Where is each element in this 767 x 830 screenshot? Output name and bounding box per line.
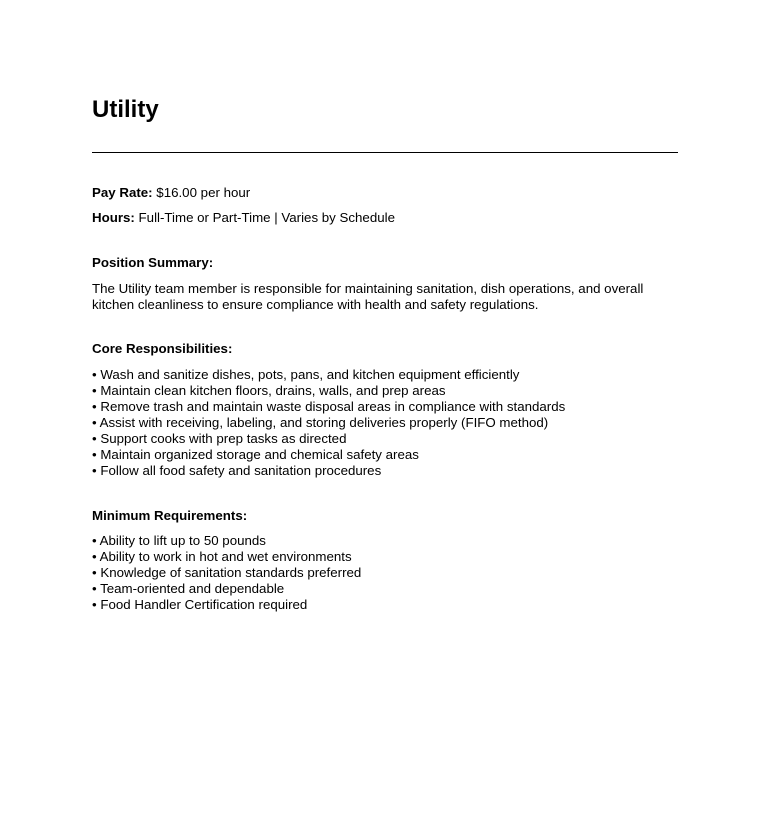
pay-rate-label: Pay Rate:: [92, 185, 153, 200]
position-summary-text: The Utility team member is responsible for maintaining sanitation, dish operations, and overall kitchen cleanliness to ensure compliance with health and safety regulations.: [92, 281, 644, 312]
list-item: • Follow all food safety and sanitation procedures: [92, 463, 382, 478]
pay-rate-value: $16.00 per hour: [152, 185, 251, 200]
core-responsibilities-heading: Core Responsibilities:: [92, 341, 233, 356]
minimum-requirements-heading: Minimum Requirements:: [92, 508, 248, 523]
title-divider: [92, 152, 678, 153]
list-item: • Remove trash and maintain waste disposal areas in compliance with standards: [92, 399, 566, 414]
list-item: • Maintain organized storage and chemical safety areas: [92, 447, 419, 462]
list-item: • Team-oriented and dependable: [92, 581, 285, 596]
list-item: • Ability to lift up to 50 pounds: [92, 533, 266, 548]
hours-value: Full-Time or Part-Time | Varies by Schedule: [134, 210, 395, 225]
hours-label: Hours:: [92, 210, 135, 225]
hours: [92, 210, 395, 226]
list-item: • Wash and sanitize dishes, pots, pans, and kitchen equipment efficiently: [92, 367, 520, 382]
list-item: • Ability to work in hot and wet environments: [92, 549, 352, 564]
page-title: Utility: [92, 96, 159, 123]
list-item: • Maintain clean kitchen floors, drains, walls, and prep areas: [92, 383, 446, 398]
pay-rate: [92, 185, 250, 201]
list-item: • Assist with receiving, labeling, and storing deliveries properly (FIFO method): [92, 415, 549, 430]
list-item: • Support cooks with prep tasks as directed: [92, 431, 347, 446]
list-item: • Food Handler Certification required: [92, 597, 308, 612]
minimum-requirements-list: [92, 533, 361, 613]
position-summary-heading: Position Summary:: [92, 255, 214, 270]
core-responsibilities-list: [92, 367, 565, 479]
list-item: • Knowledge of sanitation standards preferred: [92, 565, 362, 580]
